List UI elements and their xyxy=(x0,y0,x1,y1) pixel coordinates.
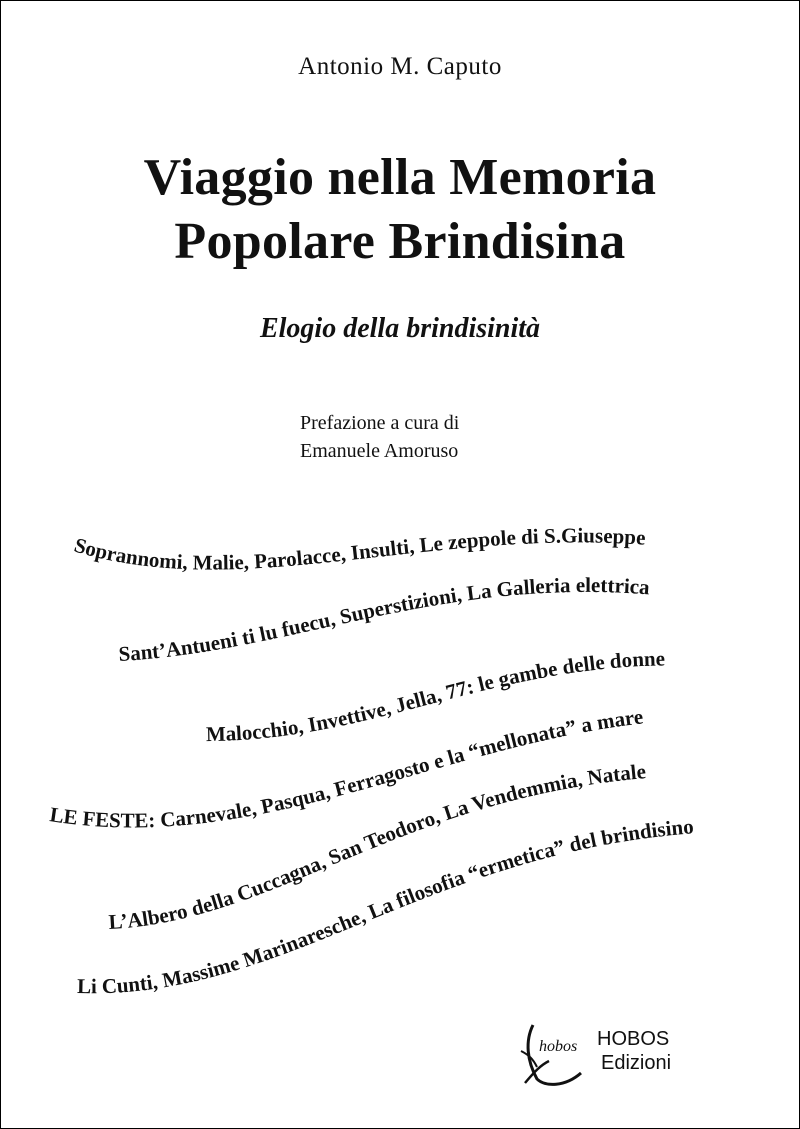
topic-line-2: Sant’Antueni ti lu fuecu, Superstizioni, La Galleria elettrica xyxy=(117,572,651,667)
publisher-name xyxy=(597,1027,671,1075)
topics-wave xyxy=(1,501,800,1021)
book-subtitle: Elogio della brindisinità xyxy=(259,313,541,344)
title-line-2: Popolare Brindisina xyxy=(174,213,626,270)
publisher-name-line-1: HOBOS xyxy=(597,1028,670,1050)
preface-line-1: Prefazione a cura di xyxy=(300,412,460,434)
title-line-1: Viaggio nella Memoria xyxy=(143,149,657,206)
preface-credit xyxy=(300,409,459,465)
topic-line-4: LE FESTE: Carnevale, Pasqua, Ferragosto e la “mellonata” a mare xyxy=(48,704,645,833)
topic-line-3: Malocchio, Invettive, Jella, 77: le gambe delle donne xyxy=(205,646,666,747)
preface-line-2: Emanuele Amoruso xyxy=(300,440,459,462)
hobos-logo-icon xyxy=(515,1021,595,1091)
book-title xyxy=(1,146,799,274)
author-name: Antonio M. Caputo xyxy=(298,53,502,80)
topic-line-6: Li Cunti, Massime Marinaresche, La filosofia “ermetica” del brindisino xyxy=(76,814,695,999)
logo-mark-text: hobos xyxy=(539,1038,578,1055)
publisher-logo xyxy=(515,1021,695,1091)
topic-line-5: L’Albero della Cuccagna, San Teodoro, La Vendemmia, Natale xyxy=(107,759,647,935)
publisher-name-line-2: Edizioni xyxy=(601,1052,672,1074)
topic-line-1: Soprannomi, Malie, Parolacce, Insulti, Le zeppole di S.Giuseppe xyxy=(71,523,647,575)
